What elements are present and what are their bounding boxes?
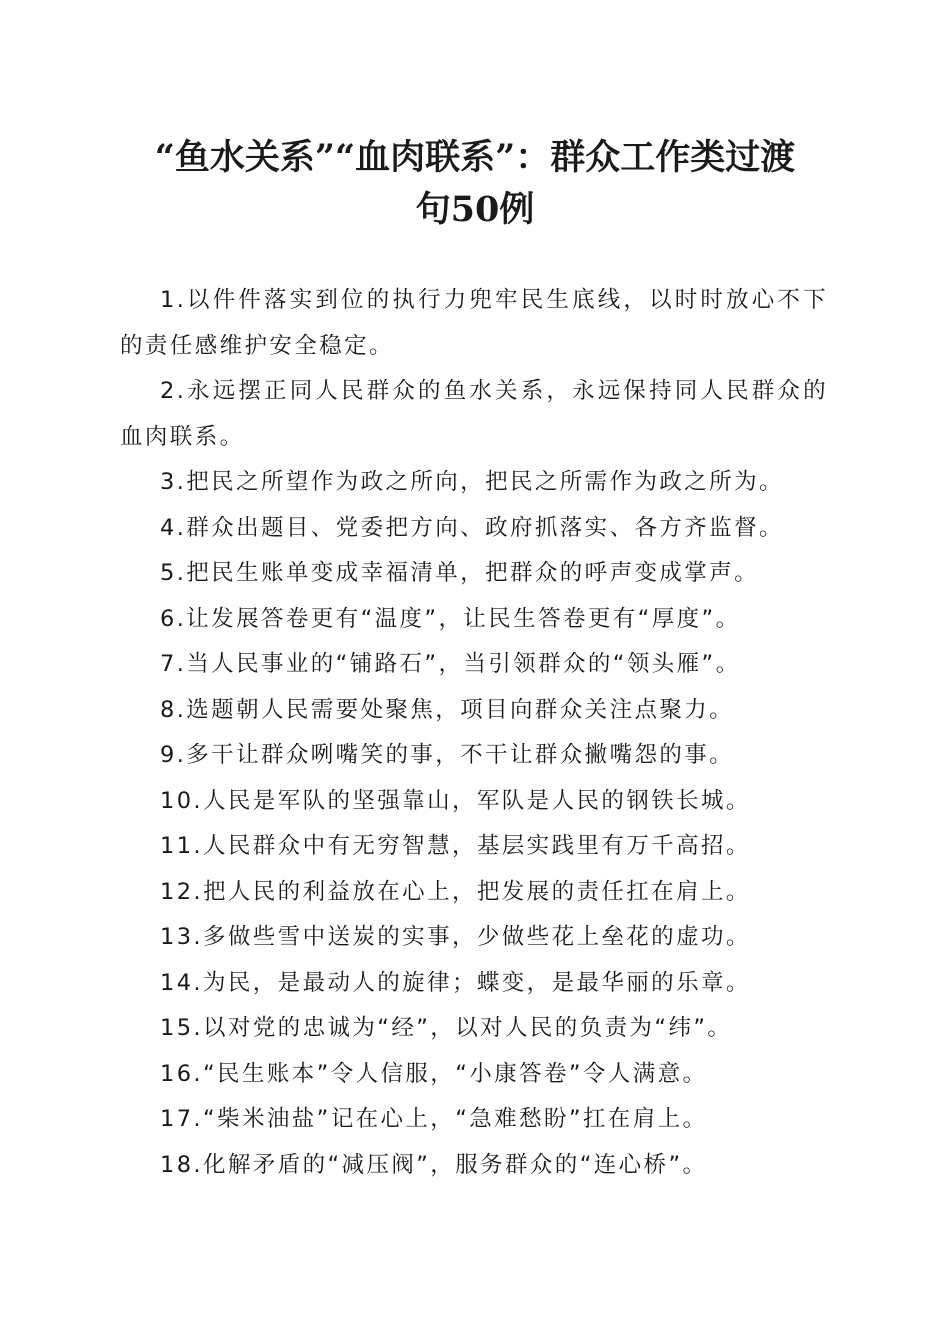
list-item: 18.化解矛盾的“减压阀”，服务群众的“连心桥”。 bbox=[160, 1151, 708, 1178]
list-item: 11.人民群众中有无穷智慧，基层实践里有万千高招。 bbox=[160, 833, 751, 859]
list-item: 1.以件件落实到位的执行力兜牢民生底线，以时时放心不下的责任感维护安全稳定。 bbox=[120, 287, 828, 359]
document-title bbox=[120, 132, 830, 236]
list-item: 5.把民生账单变成幸福清单，把群众的呼声变成掌声。 bbox=[160, 560, 759, 586]
list-item: 12.把人民的利益放在心上，把发展的责任扛在肩上。 bbox=[160, 878, 751, 905]
document-body bbox=[120, 278, 828, 1188]
list-item: 6.让发展答卷更有“温度”，让民生答卷更有“厚度”。 bbox=[160, 605, 741, 632]
list-item: 17.“柴米油盐”记在心上，“急难愁盼”扛在肩上。 bbox=[160, 1106, 708, 1132]
list-item: 16.“民生账本”令人信服，“小康答卷”令人满意。 bbox=[160, 1060, 708, 1087]
title-line-2: 句50例 bbox=[415, 189, 535, 230]
list-item: 10.人民是军队的坚强靠山，军队是人民的钢铁长城。 bbox=[160, 787, 751, 814]
list-item: 14.为民，是最动人的旋律；蝶变，是最华丽的乐章。 bbox=[160, 969, 751, 996]
list-item: 8.选题朝人民需要处聚焦，项目向群众关注点聚力。 bbox=[160, 696, 735, 723]
list-item: 13.多做些雪中送炭的实事，少做些花上垒花的虚功。 bbox=[160, 924, 751, 950]
list-item: 2.永远摆正同人民群众的鱼水关系，永远保持同人民群众的血肉联系。 bbox=[120, 378, 828, 450]
list-item: 3.把民之所望作为政之所向，把民之所需作为政之所为。 bbox=[160, 469, 784, 495]
list-item: 4.群众出题目、党委把方向、政府抓落实、各方齐监督。 bbox=[160, 514, 784, 541]
list-item: 15.以对党的忠诚为“经”，以对人民的负责为“纬”。 bbox=[160, 1015, 733, 1041]
title-line-1: “鱼水关系”“血肉联系”：群众工作类过渡 bbox=[154, 137, 796, 178]
list-item: 9.多干让群众咧嘴笑的事，不干让群众撇嘴怨的事。 bbox=[160, 742, 735, 768]
list-item: 7.当人民事业的“铺路石”，当引领群众的“领头雁”。 bbox=[160, 651, 741, 677]
